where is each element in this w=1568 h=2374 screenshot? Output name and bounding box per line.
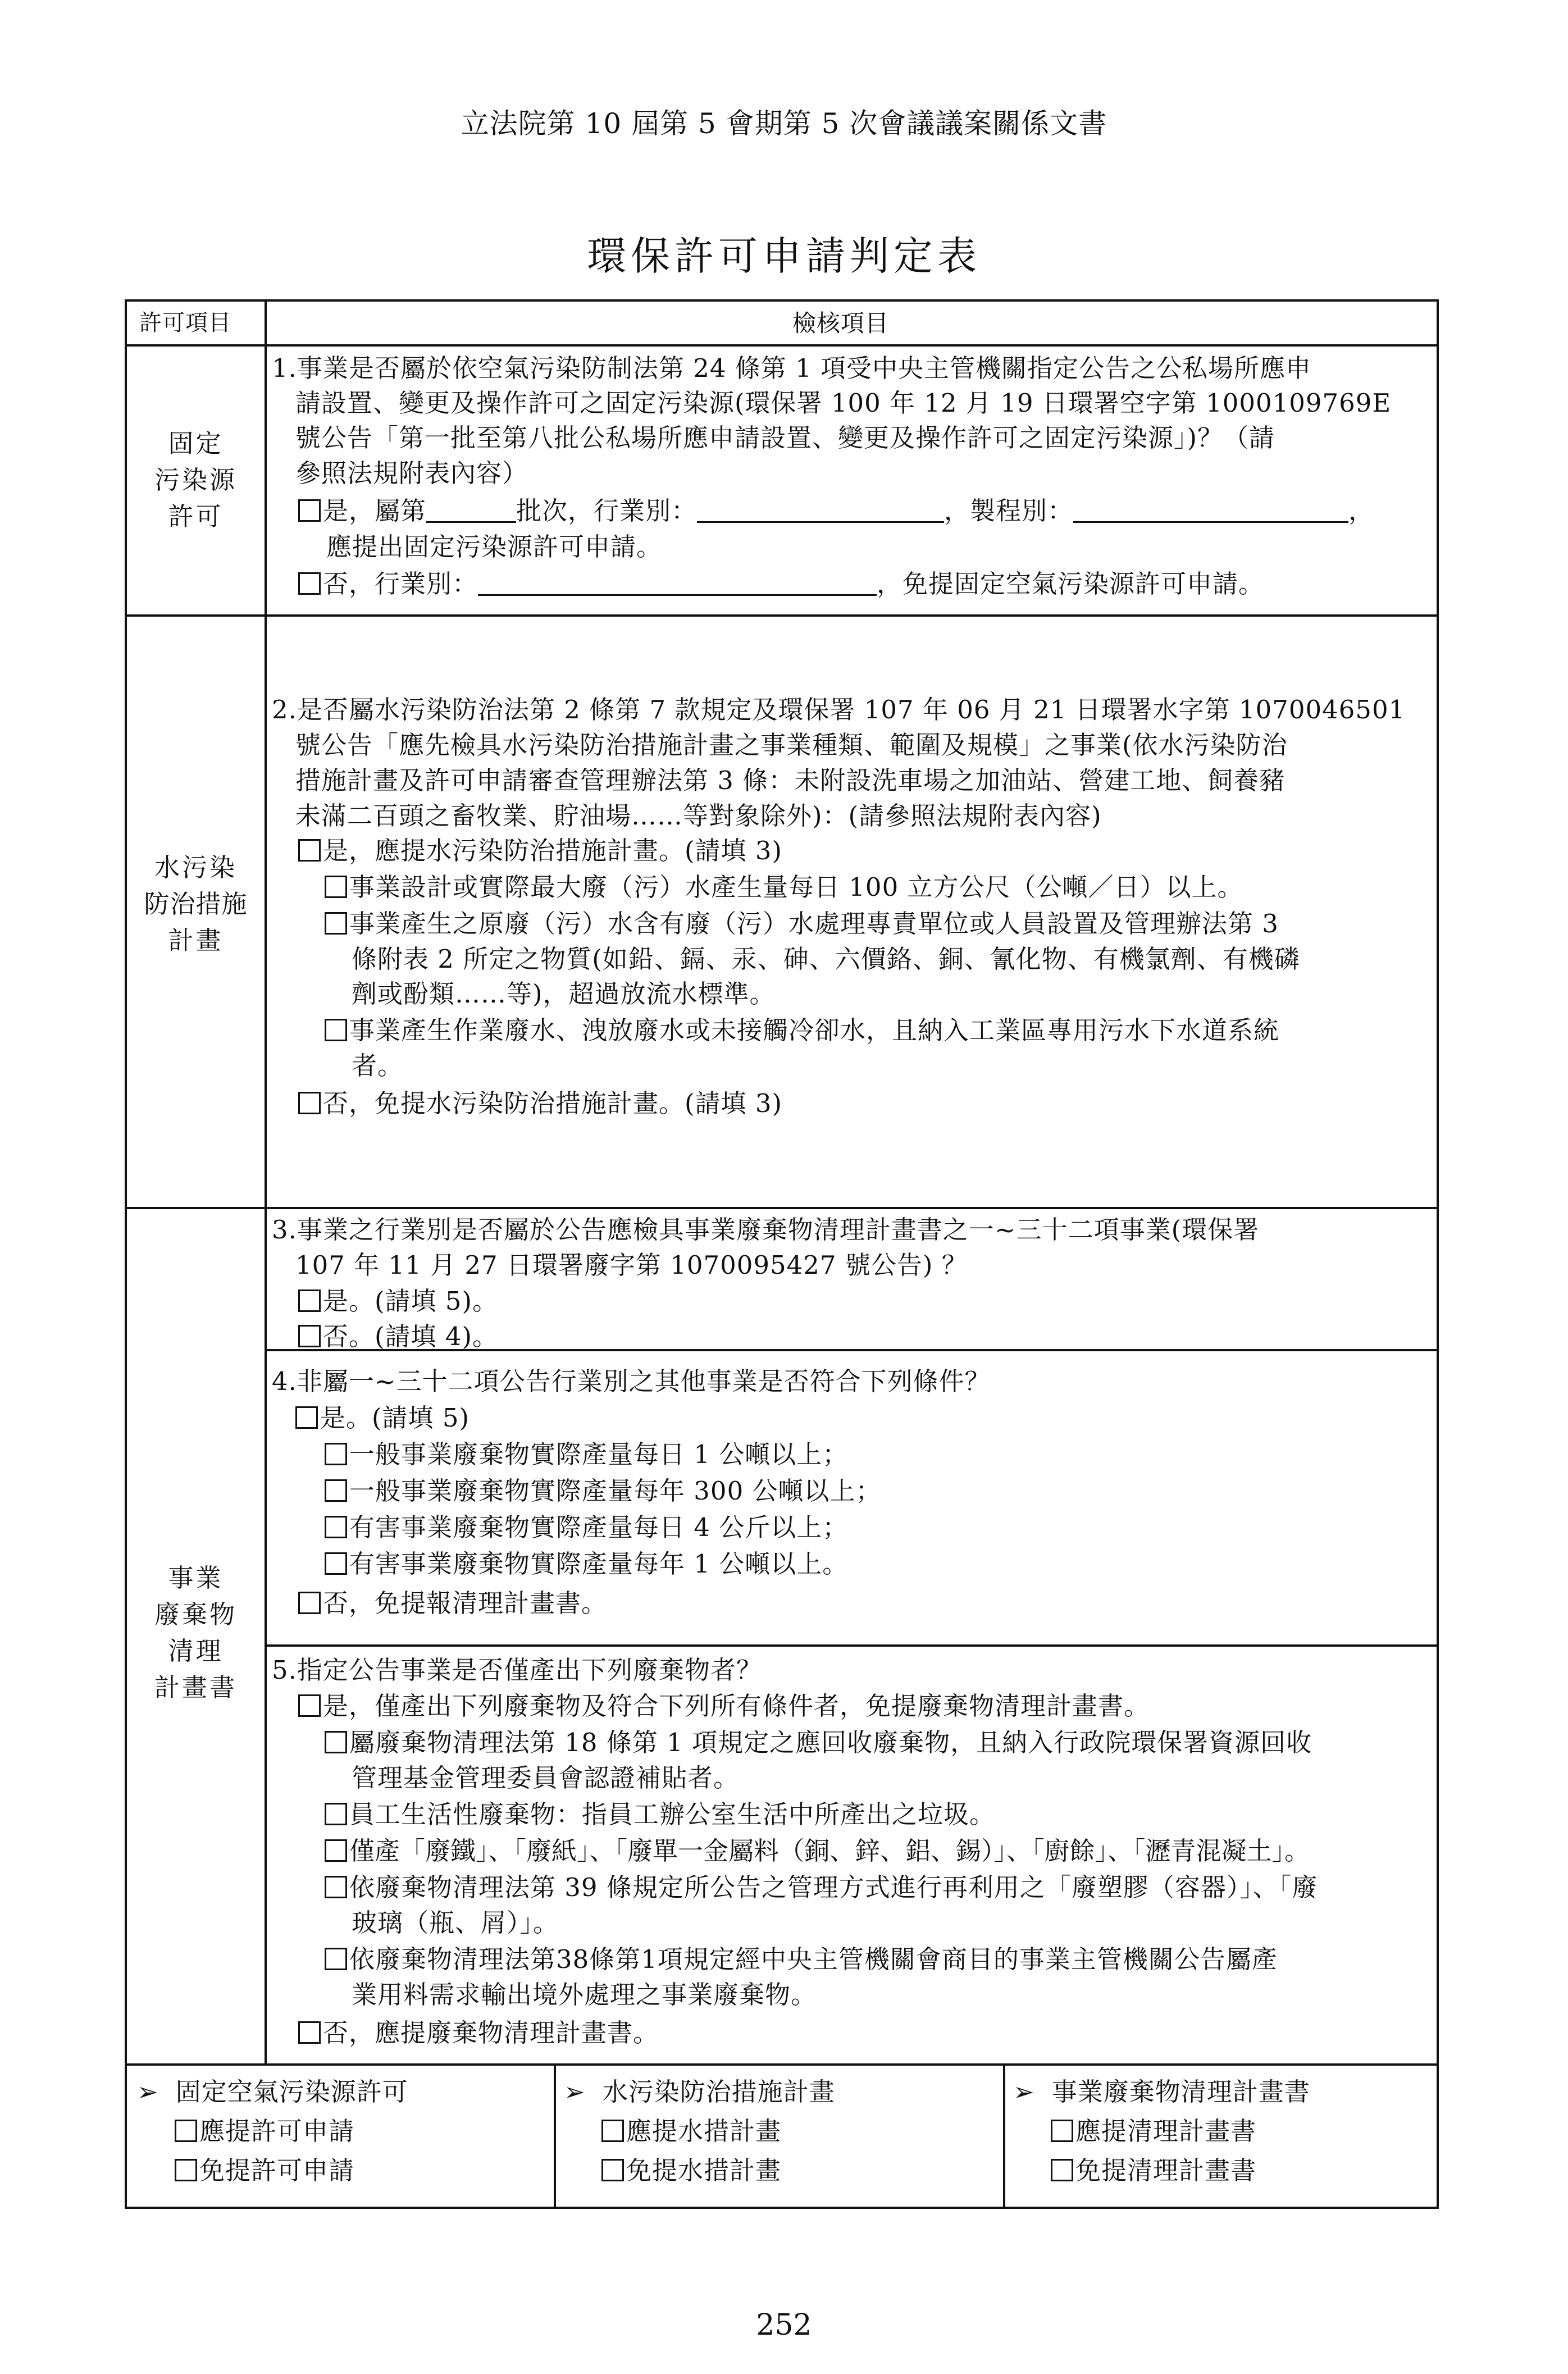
q5-sub5-text-line1: 依廢棄物清理法第38條第1項規定經中央主管機關會商目的事業主管機關公告屬產 — [349, 1944, 1278, 1974]
q4-yes-checkbox[interactable] — [295, 1406, 318, 1429]
q5-sub4-checkbox[interactable] — [325, 1876, 347, 1898]
summary-water-opt2 — [601, 2158, 781, 2183]
q5-sub3-option — [325, 1836, 1310, 1866]
arrow-icon: ➢ — [137, 2077, 159, 2107]
q4-sub3-text: 有害事業廢棄物實際產量每日 4 公斤以上； — [349, 1512, 849, 1542]
q5-sub1-text-line1: 屬廢棄物清理法第 18 條第 1 項規定之應回收廢棄物，且納入行政院環保署資源回收 — [349, 1728, 1312, 1757]
row-divider — [127, 2063, 1437, 2066]
q5-text-line1: 5.指定公告事業是否僅產出下列廢棄物者？ — [272, 1655, 762, 1685]
document-title: 環保許可申請判定表 — [587, 233, 981, 279]
summary-waste-opt2 — [1051, 2158, 1256, 2183]
q5-no-checkbox[interactable] — [298, 2021, 321, 2044]
summary-water-opt1-checkbox[interactable] — [601, 2120, 624, 2142]
q1-no-option — [298, 569, 1265, 599]
q5-sub3-text: 僅產「廢鐵」、「廢紙」、「廢單一金屬料（銅、鋅、鋁、錫）」、「廚餘」、「瀝青混凝土」。 — [349, 1836, 1310, 1866]
batch-blank[interactable] — [426, 499, 516, 523]
q1-yes-text-c: ，製程別： — [944, 496, 1074, 526]
summary-water-title — [564, 2077, 835, 2107]
waste-plan-label-2: 廢棄物 — [154, 1600, 237, 1629]
q3-yes-text: 是。(請填 5)。 — [323, 1286, 499, 1316]
q3-no-checkbox[interactable] — [298, 1325, 321, 1347]
row-divider — [127, 1207, 1437, 1209]
summary-waste-title — [1013, 2077, 1310, 2107]
q4-text-line1: 4.非屬一~三十二項公告行業別之其他事業是否符合下列條件？ — [272, 1366, 991, 1396]
q5-yes-checkbox[interactable] — [298, 1694, 321, 1717]
fixed-source-label-3: 許可 — [168, 502, 224, 531]
q2-text-line1: 2.是否屬水污染防治法第 2 條第 7 款規定及環保署 107 年 06 月 21 日環署水字第 1070046501 — [272, 695, 1406, 724]
fixed-source-label-2: 污染源 — [154, 465, 237, 495]
q1-text-line2: 請設置、變更及操作許可之固定污染源(環保署 100 年 12 月 19 日環署空字第 1000109769E — [295, 388, 1392, 418]
q4-sub4-checkbox[interactable] — [325, 1552, 347, 1575]
q2-yes-option — [298, 838, 782, 863]
q5-no-text: 否，應提廢棄物清理計畫書。 — [323, 2018, 659, 2048]
q5-sub5-option — [325, 1944, 1278, 1974]
q5-sub1-option — [325, 1730, 1312, 1755]
q2-text-line3: 措施計畫及許可申請審查管理辦法第 3 條：未附設洗車場之加油站、營建工地、飼養豬 — [295, 765, 1286, 795]
row-divider — [127, 614, 1437, 617]
q2-no-checkbox[interactable] — [298, 1092, 321, 1114]
column-divider — [265, 302, 267, 2063]
summary-waste-opt2-text: 免提清理計畫書 — [1075, 2156, 1257, 2185]
q4-yes-text: 是。(請填 5) — [320, 1403, 470, 1433]
q3-no-text: 否。(請填 4)。 — [323, 1322, 499, 1351]
q3-no-option — [298, 1324, 498, 1349]
q2-sub3-text-line2: 者。 — [352, 1051, 404, 1081]
q1-no-text-b: ，免提固定空氣污染源許可申請。 — [877, 569, 1265, 599]
q1-yes-line2: 應提出固定污染源許可申請。 — [326, 532, 663, 562]
q5-yes-text: 是，僅產出下列廢棄物及符合下列所有條件者，免提廢棄物清理計畫書。 — [323, 1691, 1150, 1721]
page-number: 252 — [756, 2308, 812, 2342]
summary-water-opt2-checkbox[interactable] — [601, 2159, 624, 2181]
water-plan-label-3: 計畫 — [168, 926, 224, 955]
q5-sub2-checkbox[interactable] — [325, 1803, 347, 1825]
summary-waste-opt1 — [1051, 2118, 1256, 2144]
q5-sub4-text-line2: 玻璃（瓶、屑）」。 — [352, 1908, 559, 1938]
q2-sub2-text-line2: 條附表 2 所定之物質(如鉛、鎘、汞、砷、六價鉻、銅、氰化物、有機氯劑、有機磷 — [352, 944, 1300, 974]
q1-text-line1: 1.事業是否屬於依空氣污染防制法第 24 條第 1 項受中央主管機關指定公告之公私場所應申 — [272, 353, 1312, 383]
q1-no-checkbox[interactable] — [298, 572, 321, 595]
q4-sub2-checkbox[interactable] — [325, 1479, 347, 1502]
waste-plan-label-1: 事業 — [168, 1563, 224, 1593]
permit-judgment-form — [125, 299, 1439, 2209]
summary-fixed-opt1-text: 應提許可申請 — [199, 2116, 355, 2146]
q4-sub2-text: 一般事業廢棄物實際產量每年 300 公噸以上； — [349, 1476, 882, 1506]
process-blank[interactable] — [1073, 499, 1348, 523]
arrow-icon: ➢ — [1013, 2077, 1035, 2107]
q2-sub2-option — [325, 911, 1279, 936]
q2-text-line4: 未滿二百頭之畜牧業、貯油場……等對象除外)：(請參照法規附表內容) — [295, 801, 1102, 831]
q3-text-line2: 107 年 11 月 27 日環署廢字第 1070095427 號公告) ？ — [295, 1250, 968, 1280]
column-divider — [554, 2063, 556, 2207]
q4-sub1-text: 一般事業廢棄物實際產量每日 1 公噸以上； — [349, 1439, 849, 1469]
q2-sub2-text-line1: 事業產生之原廢（污）水含有廢（污）水處理專責單位或人員設置及管理辦法第 3 — [349, 909, 1279, 938]
q4-sub1-option — [325, 1439, 849, 1469]
industry-blank[interactable] — [697, 499, 944, 523]
no-industry-blank[interactable] — [478, 572, 877, 596]
q1-text-line3: 號公告「第一批至第八批公私場所應申請設置、變更及操作許可之固定污染源」)？（請 — [295, 423, 1275, 453]
q5-yes-option — [298, 1693, 1150, 1719]
summary-waste-opt1-text: 應提清理計畫書 — [1075, 2116, 1257, 2146]
q4-sub3-option — [325, 1512, 849, 1542]
q4-sub4-text: 有害事業廢棄物實際產量每年 1 公噸以上。 — [349, 1549, 849, 1579]
q5-sub5-checkbox[interactable] — [325, 1948, 347, 1970]
col-header-check-item: 檢核項目 — [792, 309, 890, 337]
q5-sub4-option — [325, 1872, 1318, 1902]
summary-water-opt1-text: 應提水措計畫 — [626, 2116, 782, 2146]
q4-yes-option — [295, 1403, 470, 1433]
q2-no-option — [298, 1088, 783, 1118]
q2-sub1-text: 事業設計或實際最大廢（污）水產生量每日 100 立方公尺（公噸／日）以上。 — [349, 872, 1243, 902]
q4-no-option — [298, 1588, 608, 1618]
q5-sub1-text-line2: 管理基金管理委員會認證補貼者。 — [352, 1763, 740, 1793]
summary-fixed-title — [137, 2077, 408, 2107]
q5-sub2-text: 員工生活性廢棄物：指員工辦公室生活中所產出之垃圾。 — [349, 1799, 996, 1829]
summary-fixed-opt2 — [175, 2158, 354, 2183]
q2-sub1-checkbox[interactable] — [325, 876, 347, 898]
summary-fixed-opt1-checkbox[interactable] — [175, 2120, 197, 2142]
q1-yes-checkbox[interactable] — [298, 499, 321, 522]
q1-yes-text-d: ， — [1348, 496, 1375, 526]
q2-yes-text: 是，應提水污染防治措施計畫。(請填 3) — [323, 836, 783, 865]
q1-yes-option — [298, 496, 1375, 526]
summary-fixed-title-text: 固定空氣污染源許可 — [175, 2077, 408, 2107]
q2-yes-checkbox[interactable] — [298, 839, 321, 862]
summary-waste-title-text: 事業廢棄物清理計畫書 — [1051, 2077, 1310, 2107]
summary-waste-opt2-checkbox[interactable] — [1051, 2159, 1073, 2181]
q3-yes-checkbox[interactable] — [298, 1289, 321, 1312]
summary-water-opt1 — [601, 2118, 781, 2144]
q2-sub2-text-line3: 劑或酚類……等)，超過放流水標準。 — [352, 979, 776, 1009]
water-plan-label-1: 水污染 — [154, 853, 237, 882]
q5-sub2-option — [325, 1799, 996, 1829]
summary-fixed-opt2-text: 免提許可申請 — [199, 2156, 355, 2185]
q2-sub3-text-line1: 事業產生作業廢水、洩放廢水或未接觸冷卻水，且納入工業區專用污水下水道系統 — [349, 1015, 1280, 1045]
summary-waste-opt1-checkbox[interactable] — [1051, 2120, 1073, 2142]
column-divider — [1003, 2063, 1005, 2207]
q5-sub3-checkbox[interactable] — [325, 1839, 347, 1862]
q4-no-text: 否，免提報清理計畫書。 — [323, 1588, 608, 1618]
fixed-source-label-1: 固定 — [168, 429, 224, 458]
row-divider — [127, 344, 1437, 347]
arrow-icon: ➢ — [564, 2077, 586, 2107]
q3-yes-option — [298, 1288, 498, 1314]
q3-text-line1: 3.事業之行業別是否屬於公告應檢具事業廢棄物清理計畫書之一~三十二項事業(環保署 — [272, 1215, 1260, 1245]
q5-no-option — [298, 2018, 659, 2048]
q1-text-line4: 參照法規附表內容） — [295, 458, 528, 488]
q5-sub1-checkbox[interactable] — [325, 1731, 347, 1753]
q4-sub3-checkbox[interactable] — [325, 1516, 347, 1538]
summary-water-opt2-text: 免提水措計畫 — [626, 2156, 782, 2185]
q1-no-text-a: 否，行業別： — [323, 569, 478, 599]
header-title: 立法院第 10 屆第 5 會期第 5 次會議議案關係文書 — [461, 107, 1107, 140]
q4-sub1-checkbox[interactable] — [325, 1443, 347, 1465]
summary-fixed-opt2-checkbox[interactable] — [175, 2159, 197, 2181]
q2-sub2-checkbox[interactable] — [325, 912, 347, 935]
q2-sub1-option — [325, 874, 1243, 900]
q1-yes-text-b: 批次，行業別： — [516, 496, 698, 526]
summary-water-title-text: 水污染防治措施計畫 — [602, 2077, 835, 2107]
waste-plan-label-4: 計畫書 — [154, 1673, 237, 1702]
q4-no-checkbox[interactable] — [298, 1592, 321, 1614]
water-plan-label-2: 防治措施 — [144, 889, 248, 919]
q4-sub2-option — [325, 1476, 882, 1506]
q2-no-text: 否，免提水污染防治措施計畫。(請填 3) — [323, 1088, 783, 1118]
q2-sub3-checkbox[interactable] — [325, 1019, 347, 1041]
q5-sub4-text-line1: 依廢棄物清理法第 39 條規定所公告之管理方式進行再利用之「廢塑膠（容器）」、「廢 — [349, 1872, 1318, 1902]
q2-sub3-option — [325, 1015, 1280, 1045]
q4-sub4-option — [325, 1549, 849, 1579]
row-divider — [265, 1644, 1437, 1647]
summary-fixed-opt1 — [175, 2118, 354, 2144]
col-header-permit-item: 許可項目 — [139, 310, 231, 336]
q5-sub5-text-line2: 業用料需求輸出境外處理之事業廢棄物。 — [352, 1980, 817, 2010]
q1-yes-text-a: 是，屬第 — [323, 496, 427, 526]
waste-plan-label-3: 清理 — [168, 1636, 224, 1666]
q2-text-line2: 號公告「應先檢具水污染防治措施計畫之事業種類、範圍及規模」之事業(依水污染防治 — [295, 730, 1288, 760]
